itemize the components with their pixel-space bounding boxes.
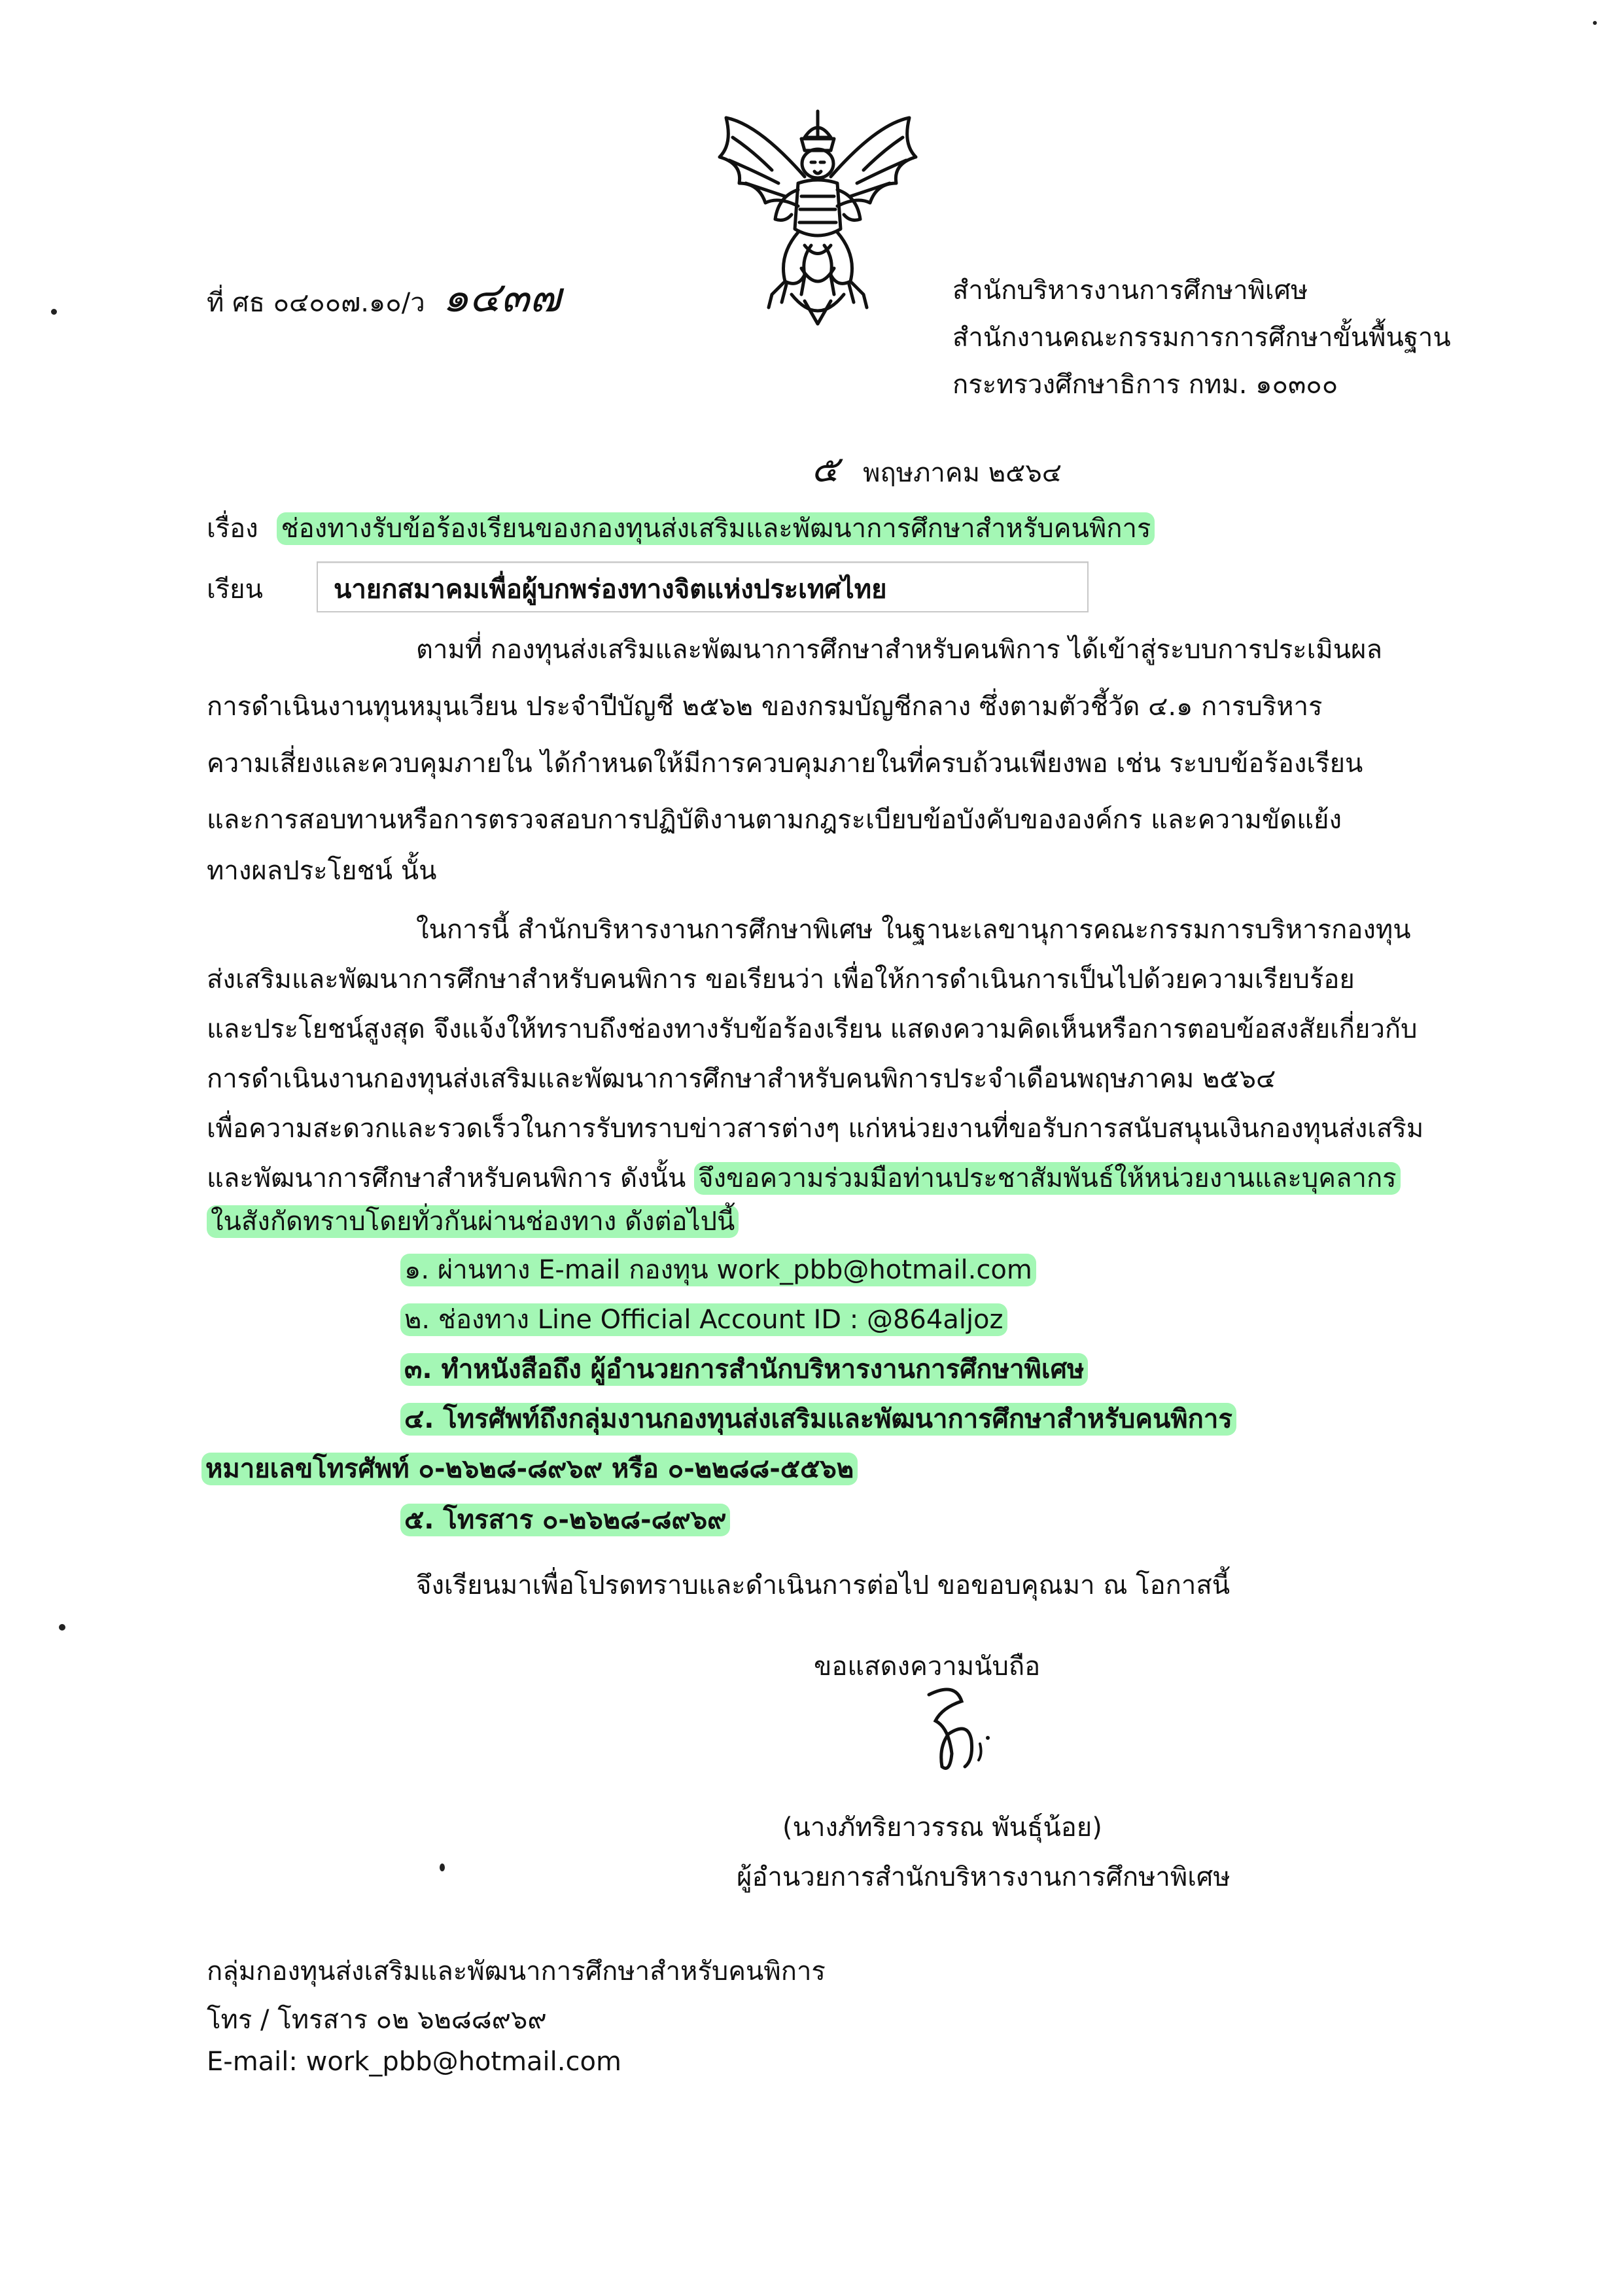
recipient-text: นายกสมาคมเพื่อผู้บกพร่องทางจิตแห่งประเทศไทย	[334, 574, 887, 605]
para2-line	[207, 1157, 1401, 1199]
para2-line: เพื่อความสะดวกและรวดเร็วในการรับทราบข่าวสารต่างๆ แก่หน่วยงานที่ขอรับการสนับสนุนเงินกองทุนส่งเสริม	[207, 1114, 1424, 1144]
channel-item-fax	[400, 1498, 730, 1540]
handwritten-signature	[903, 1682, 1021, 1780]
scan-speck	[51, 309, 57, 315]
channel-item-text: ๓. ทำหนังสือถึง ผู้อำนวยการสำนักบริหารงานการศึกษาพิเศษ	[400, 1353, 1088, 1386]
para2-highlight: จึงขอความร่วมมือท่านประชาสัมพันธ์ให้หน่วยงานและบุคลากร	[694, 1162, 1401, 1195]
channel-item-line	[400, 1298, 1007, 1340]
scan-speck	[59, 1624, 65, 1631]
para2-line	[207, 1200, 739, 1242]
channel-item-text: หมายเลขโทรศัพท์ ๐-๒๖๒๘-๘๙๖๙ หรือ ๐-๒๒๘๘-๕๕๖๒	[201, 1453, 858, 1485]
channel-item-text: ๕. โทรสาร ๐-๒๖๒๘-๘๙๖๙	[400, 1504, 730, 1536]
sender-line-1: สำนักบริหารงานการศึกษาพิเศษ	[952, 275, 1308, 306]
para1-line: การดำเนินงานทุนหมุนเวียน ประจำปีบัญชี ๒๕๖๒ ของกรมบัญชีกลาง ซึ่งตามตัวชี้วัด ๔.๑ การบริหาร	[207, 692, 1323, 722]
sender-address	[952, 267, 1451, 408]
channel-item-phone-numbers	[201, 1447, 858, 1489]
sender-line-2: สำนักงานคณะกรรมการการศึกษาขั้นพื้นฐาน	[952, 323, 1451, 353]
footer-phone: โทร / โทรสาร ๐๒ ๖๒๘๘๙๖๙	[207, 2005, 547, 2035]
closing-sentence: จึงเรียนมาเพื่อโปรดทราบและดำเนินการต่อไป ขอขอบคุณมา ณ โอกาสนี้	[416, 1570, 1230, 1600]
subject-label: เรื่อง	[207, 514, 258, 544]
handwritten-date-day: ๕	[811, 448, 839, 491]
recipient-label: เรียน	[207, 574, 263, 605]
para2-line: ส่งเสริมและพัฒนาการศึกษาสำหรับคนพิการ ขอเรียนว่า เพื่อให้การดำเนินการเป็นไปด้วยความเรียบร้อย	[207, 964, 1355, 995]
para1-line: ทางผลประโยชน์ นั้น	[207, 856, 437, 886]
para2-line: การดำเนินงานกองทุนส่งเสริมและพัฒนาการศึกษาสำหรับคนพิการประจำเดือนพฤษภาคม ๒๕๖๔	[207, 1064, 1276, 1094]
para2-highlight: ในสังกัดทราบโดยทั่วกันผ่านช่องทาง ดังต่อไปนี้	[207, 1205, 739, 1238]
handwritten-reference-number: ๑๔๓๗	[442, 274, 561, 322]
footer-unit: กลุ่มกองทุนส่งเสริมและพัฒนาการศึกษาสำหรับคนพิการ	[207, 1956, 826, 1987]
signatory-position: ผู้อำนวยการสำนักบริหารงานการศึกษาพิเศษ	[737, 1862, 1230, 1892]
date-month-year: พฤษภาคม ๒๕๖๔	[863, 458, 1062, 488]
letter-date	[811, 440, 1062, 498]
para2-line: และประโยชน์สูงสุด จึงแจ้งให้ทราบถึงช่องทางรับข้อร้องเรียน แสดงความคิดเห็นหรือการตอบข้อสงสัยเกี่ยวกับ	[207, 1014, 1418, 1044]
reference-number	[207, 274, 561, 323]
channel-item-text: ๔. โทรศัพท์ถึงกลุ่มงานกองทุนส่งเสริมและพัฒนาการศึกษาสำหรับคนพิการ	[400, 1403, 1236, 1436]
channel-item-email	[400, 1248, 1036, 1290]
reference-prefix: ที่ ศธ ๐๔๐๐๗.๑๐/ว	[207, 288, 425, 318]
para1-line: และการสอบทานหรือการตรวจสอบการปฏิบัติงานตามกฎระเบียบข้อบังคับขององค์กร และความขัดแย้ง	[207, 805, 1342, 835]
scan-speck	[1593, 21, 1597, 25]
subject-text: ช่องทางรับข้อร้องเรียนของกองทุนส่งเสริมและพัฒนาการศึกษาสำหรับคนพิการ	[277, 512, 1155, 545]
subject-line	[207, 507, 1155, 549]
para2-line: ในการนี้ สำนักบริหารงานการศึกษาพิเศษ ในฐานะเลขานุการคณะกรรมการบริหารกองทุน	[416, 915, 1411, 945]
para2-plain-text: และพัฒนาการศึกษาสำหรับคนพิการ ดังนั้น	[207, 1163, 695, 1193]
channel-item-letter	[400, 1348, 1088, 1390]
para1-line: ความเสี่ยงและควบคุมภายใน ได้กำหนดให้มีการควบคุมภายในที่ครบถ้วนเพียงพอ เช่น ระบบข้อร้องเรียน	[207, 749, 1363, 779]
sender-line-3: กระทรวงศึกษาธิการ กทม. ๑๐๓๐๐	[952, 370, 1338, 400]
scan-speck	[440, 1863, 445, 1871]
signatory-name: (นางภัทริยาวรรณ พันธุ์น้อย)	[782, 1812, 1102, 1843]
channel-item-phone	[400, 1398, 1236, 1439]
footer-email: E-mail: work_pbb@hotmail.com	[207, 2047, 621, 2077]
channel-item-text: ๑. ผ่านทาง E-mail กองทุน work_pbb@hotmail.com	[400, 1254, 1036, 1286]
garuda-emblem-icon	[707, 98, 929, 334]
regards-text: ขอแสดงความนับถือ	[814, 1651, 1041, 1682]
para1-line: ตามที่ กองทุนส่งเสริมและพัฒนาการศึกษาสำหรับคนพิการ ได้เข้าสู่ระบบการประเมินผล	[416, 635, 1382, 665]
channel-item-text: ๒. ช่องทาง Line Official Account ID : @864aljoz	[400, 1303, 1007, 1336]
